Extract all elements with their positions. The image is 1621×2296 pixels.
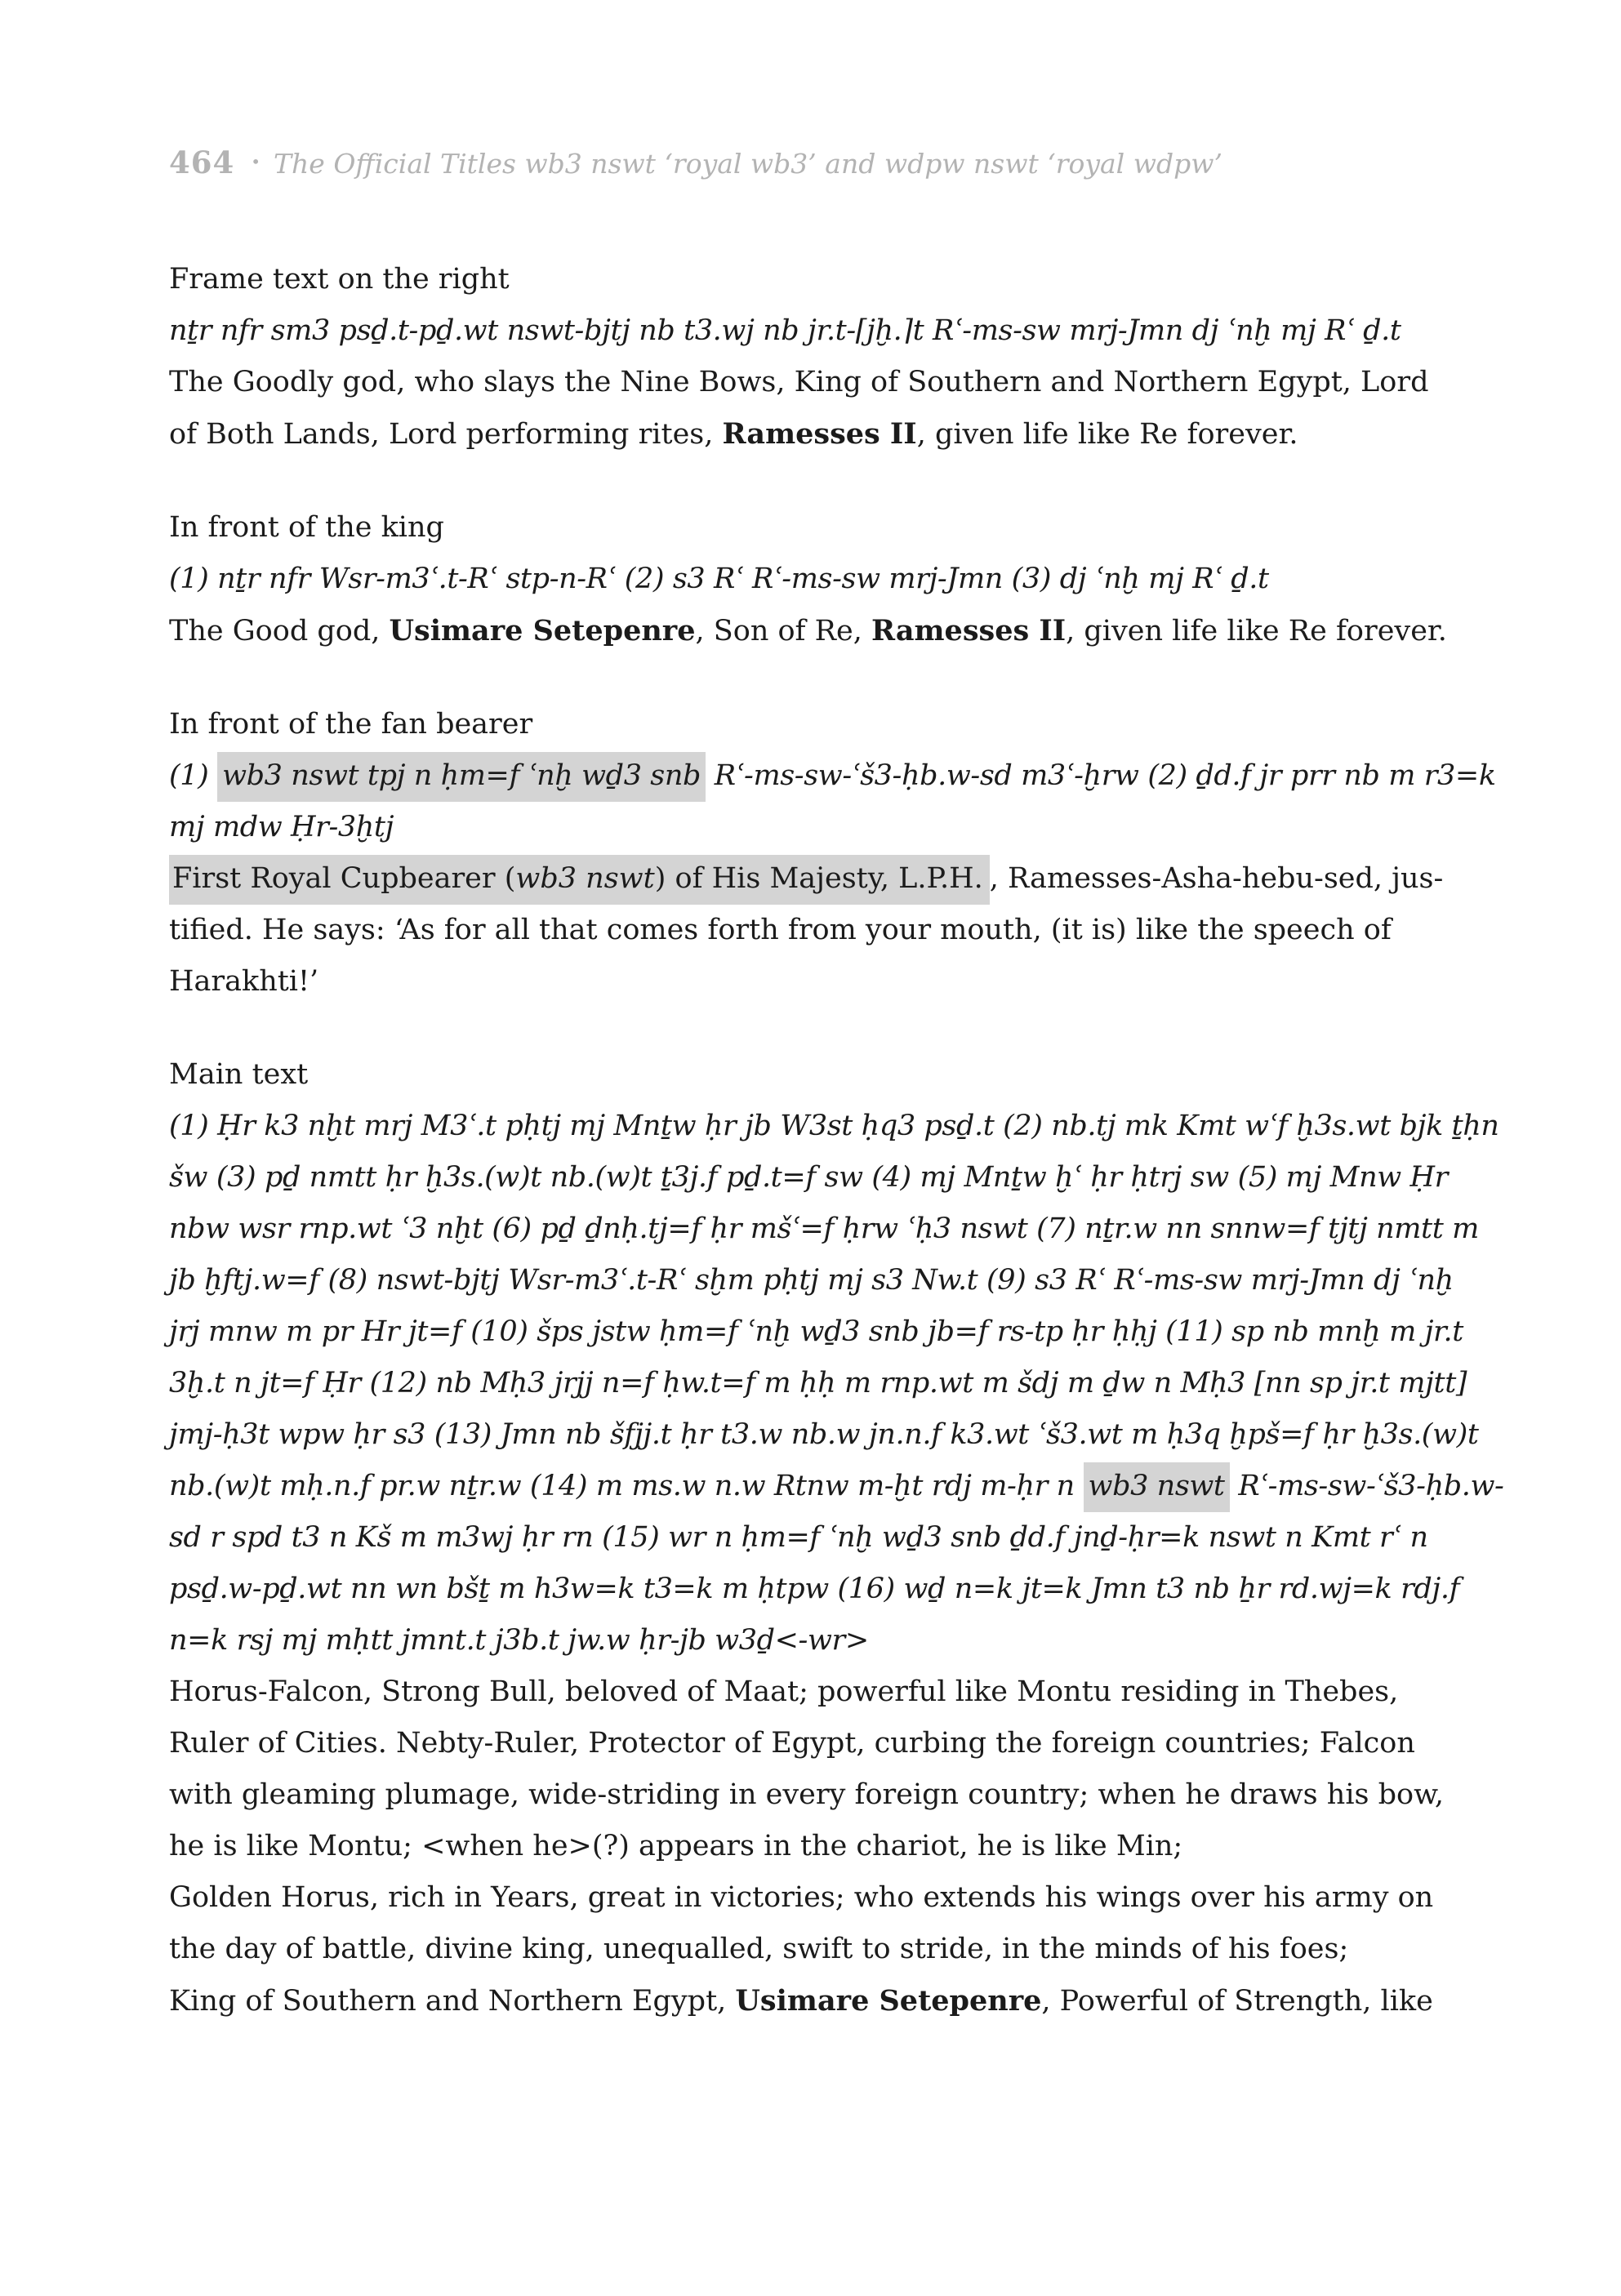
running-title: The Official Titles wb3 nswt ‘royal wb3’ and wdpw nswt ‘royal wdpw’	[274, 148, 1222, 180]
main-transliteration-line-7: jmj-ḥ3t wpw ḥr s3 (13) Jmn nb šfjj.t ḥr t3.w nb.w jn.n.f k3.wt ʿš3.wt m ḥ3q ḫpš=f ḥr ḫ3s.(w)t	[169, 1418, 1479, 1451]
section-heading-frame-text: Frame text on the right	[169, 263, 510, 296]
main-translation-line-3: with gleaming plumage, wide-striding in every foreign country; when he draws his bow,	[169, 1778, 1445, 1811]
translit-text: (1)	[169, 759, 218, 792]
royal-name-bold: Ramesses II	[871, 614, 1067, 647]
main-translation-line-7	[169, 1975, 1474, 2027]
translit-text: Rʿ-ms-sw-ʿš3-ḥb.w-	[1229, 1470, 1504, 1502]
fan-bearer-translation-line-1	[169, 853, 1474, 905]
section-frame-text	[169, 254, 1474, 461]
royal-name-bold: Usimare Setepenre	[389, 614, 696, 647]
translation-text: First Royal Cupbearer (	[172, 862, 516, 895]
fan-bearer-transliteration-line-1	[169, 750, 1496, 802]
highlighted-translation-phrase	[169, 855, 990, 905]
main-translation-line-2: Ruler of Cities. Nebty-Ruler, Protector of Egypt, curbing the foreign countries; Falcon	[169, 1727, 1415, 1760]
main-translation-line-1: Horus-Falcon, Strong Bull, beloved of Maat; powerful like Montu residing in Thebes,	[169, 1675, 1399, 1708]
main-translation-line-4: he is like Montu; <when he>(?) appears in the chariot, he is like Min;	[169, 1830, 1183, 1862]
section-in-front-of-fan-bearer	[169, 699, 1496, 1008]
fan-bearer-transliteration-line-2: mj mdw Ḥr-3ḫtj	[169, 811, 394, 843]
main-transliteration-line-4: jb ḫftj.w=f (8) nswt-bjtj Wsr-m3ʿ.t-Rʿ sḫm pḥtj mj s3 Nw.t (9) s3 Rʿ Rʿ-ms-sw mrj-Jmn dj ʿnḫ	[169, 1264, 1454, 1297]
royal-name-bold: Ramesses II	[722, 417, 917, 451]
translit-text: nb.(w)t mḥ.n.f pr.w nṯr.w (14) m ms.w n.w Rtnw m-ḫt rdj m-ḥr n	[169, 1470, 1084, 1502]
main-transliteration-line-5: jrj mnw m pr Hr jt=f (10) šps jstw ḥm=f ʿnḫ wḏ3 snb jb=f rs-tp ḥr ḥḥj (11) sp nb mnḫ m jr.t	[169, 1315, 1463, 1348]
translation-text: of Both Lands, Lord performing rites,	[169, 418, 723, 451]
page-number: 464	[169, 145, 235, 180]
translation-text: ) of His Majesty, L.P.H.	[654, 862, 983, 895]
header-bullet-icon: •	[251, 152, 261, 171]
translation-text: , Ramesses-Asha-hebu-sed, jus-	[989, 862, 1444, 895]
section-heading-main-text: Main text	[169, 1058, 309, 1091]
section-heading-fan-bearer: In front of the fan bearer	[169, 708, 533, 741]
main-transliteration-line-11: n=k rsj mj mḥtt jmnt.t j3b.t jw.w ḥr-jb w3ḏ<-wr>	[169, 1624, 869, 1657]
running-header	[169, 144, 1474, 182]
main-transliteration-line-8	[169, 1461, 1504, 1512]
highlighted-title-phrase: wb3 nswt tpj n ḥm=f ʿnḫ wḏ3 snb	[217, 752, 706, 802]
main-transliteration-line-6: 3ḫ.t n jt=f Ḥr (12) nb Mḥ3 jrjj n=f ḥw.t=f m ḥḥ m rnp.wt m šdj m ḏw n Mḥ3 [nn sp jr.t mjtt]	[169, 1367, 1467, 1399]
translation-text: The Good god,	[169, 615, 390, 647]
frame-text-translation-line-2	[169, 408, 1474, 461]
highlighted-title-phrase: wb3 nswt	[1084, 1462, 1230, 1512]
translit-text: Rʿ-ms-sw-ʿš3-ḥb.w-sd m3ʿ-ḫrw (2) ḏd.f jr prr nb m r3=k	[706, 759, 1496, 792]
main-translation-line-6: the day of battle, divine king, unequalled, swift to stride, in the minds of his foes;	[169, 1933, 1349, 1965]
main-transliteration-line-2: šw (3) pḏ nmtt ḥr ḫ3s.(w)t nb.(w)t ṯ3j.f pḏ.t=f sw (4) mj Mnṯw ḫʿ ḥr ḥtrj sw (5) mj Mnw Ḥr	[169, 1161, 1448, 1194]
translation-text: , given life like Re forever.	[916, 418, 1298, 451]
main-translation-line-5: Golden Horus, rich in Years, great in victories; who extends his wings over his army on	[169, 1881, 1434, 1914]
king-translation-line	[169, 605, 1474, 657]
section-in-front-of-king	[169, 502, 1474, 657]
main-transliteration-line-9: sd r spd t3 n Kš m m3wj ḥr rn (15) wr n ḥm=f ʿnḫ wḏ3 snb ḏd.f jnḏ-ḥr=k nswt n Kmt rʿ n	[169, 1521, 1428, 1554]
inline-transliteration: wb3 nswt	[515, 862, 655, 895]
main-transliteration-line-10: psḏ.w-pḏ.wt nn wn bšṯ m h3w=k t3=k m ḥtpw (16) wḏ n=k jt=k Jmn t3 nb ẖr rd.wj=k rdj.f	[169, 1573, 1460, 1605]
frame-text-translation-line-1: The Goodly god, who slays the Nine Bows, King of Southern and Northern Egypt, Lord	[169, 366, 1429, 398]
section-main-text	[169, 1049, 1504, 2027]
section-heading-king: In front of the king	[169, 511, 444, 544]
king-transliteration: (1) nṯr nfr Wsr-m3ʿ.t-Rʿ stp-n-Rʿ (2) s3 Rʿ Rʿ-ms-sw mrj-Jmn (3) dj ʿnḫ mj Rʿ ḏ.t	[169, 563, 1269, 595]
frame-text-transliteration: nṯr nfr sm3 psḏ.t-pḏ.wt nswt-bjtj nb t3.wj nb jr.t-⌈jḫ.⌉t Rʿ-ms-sw mrj-Jmn dj ʿnḫ mj Rʿ ḏ.t	[169, 314, 1401, 347]
main-transliteration-line-3: nbw wsr rnp.wt ʿ3 nḫt (6) pḏ ḏnḥ.tj=f ḥr mšʿ=f ḥrw ʿḥ3 nswt (7) nṯr.w nn snnw=f tjtj nmtt m	[169, 1213, 1479, 1245]
translation-text: King of Southern and Northern Egypt,	[169, 1985, 736, 2018]
royal-name-bold: Usimare Setepenre	[735, 1984, 1042, 2018]
fan-bearer-translation-line-2: tified. He says: ‘As for all that comes forth from your mouth, (it is) like the speech of	[169, 914, 1392, 946]
fan-bearer-translation-line-3: Harakhti!’	[169, 965, 319, 998]
translation-text: , given life like Re forever.	[1066, 615, 1447, 647]
translation-text: , Powerful of Strength, like	[1041, 1985, 1433, 2018]
translation-text: , Son of Re,	[695, 615, 871, 647]
main-transliteration-line-1: (1) Ḥr k3 nḫt mrj M3ʿ.t pḥtj mj Mnṯw ḥr jb W3st ḥq3 psḏ.t (2) nb.tj mk Kmt wʿf ḫ3s.wt bjk ṯḥn	[169, 1110, 1499, 1142]
